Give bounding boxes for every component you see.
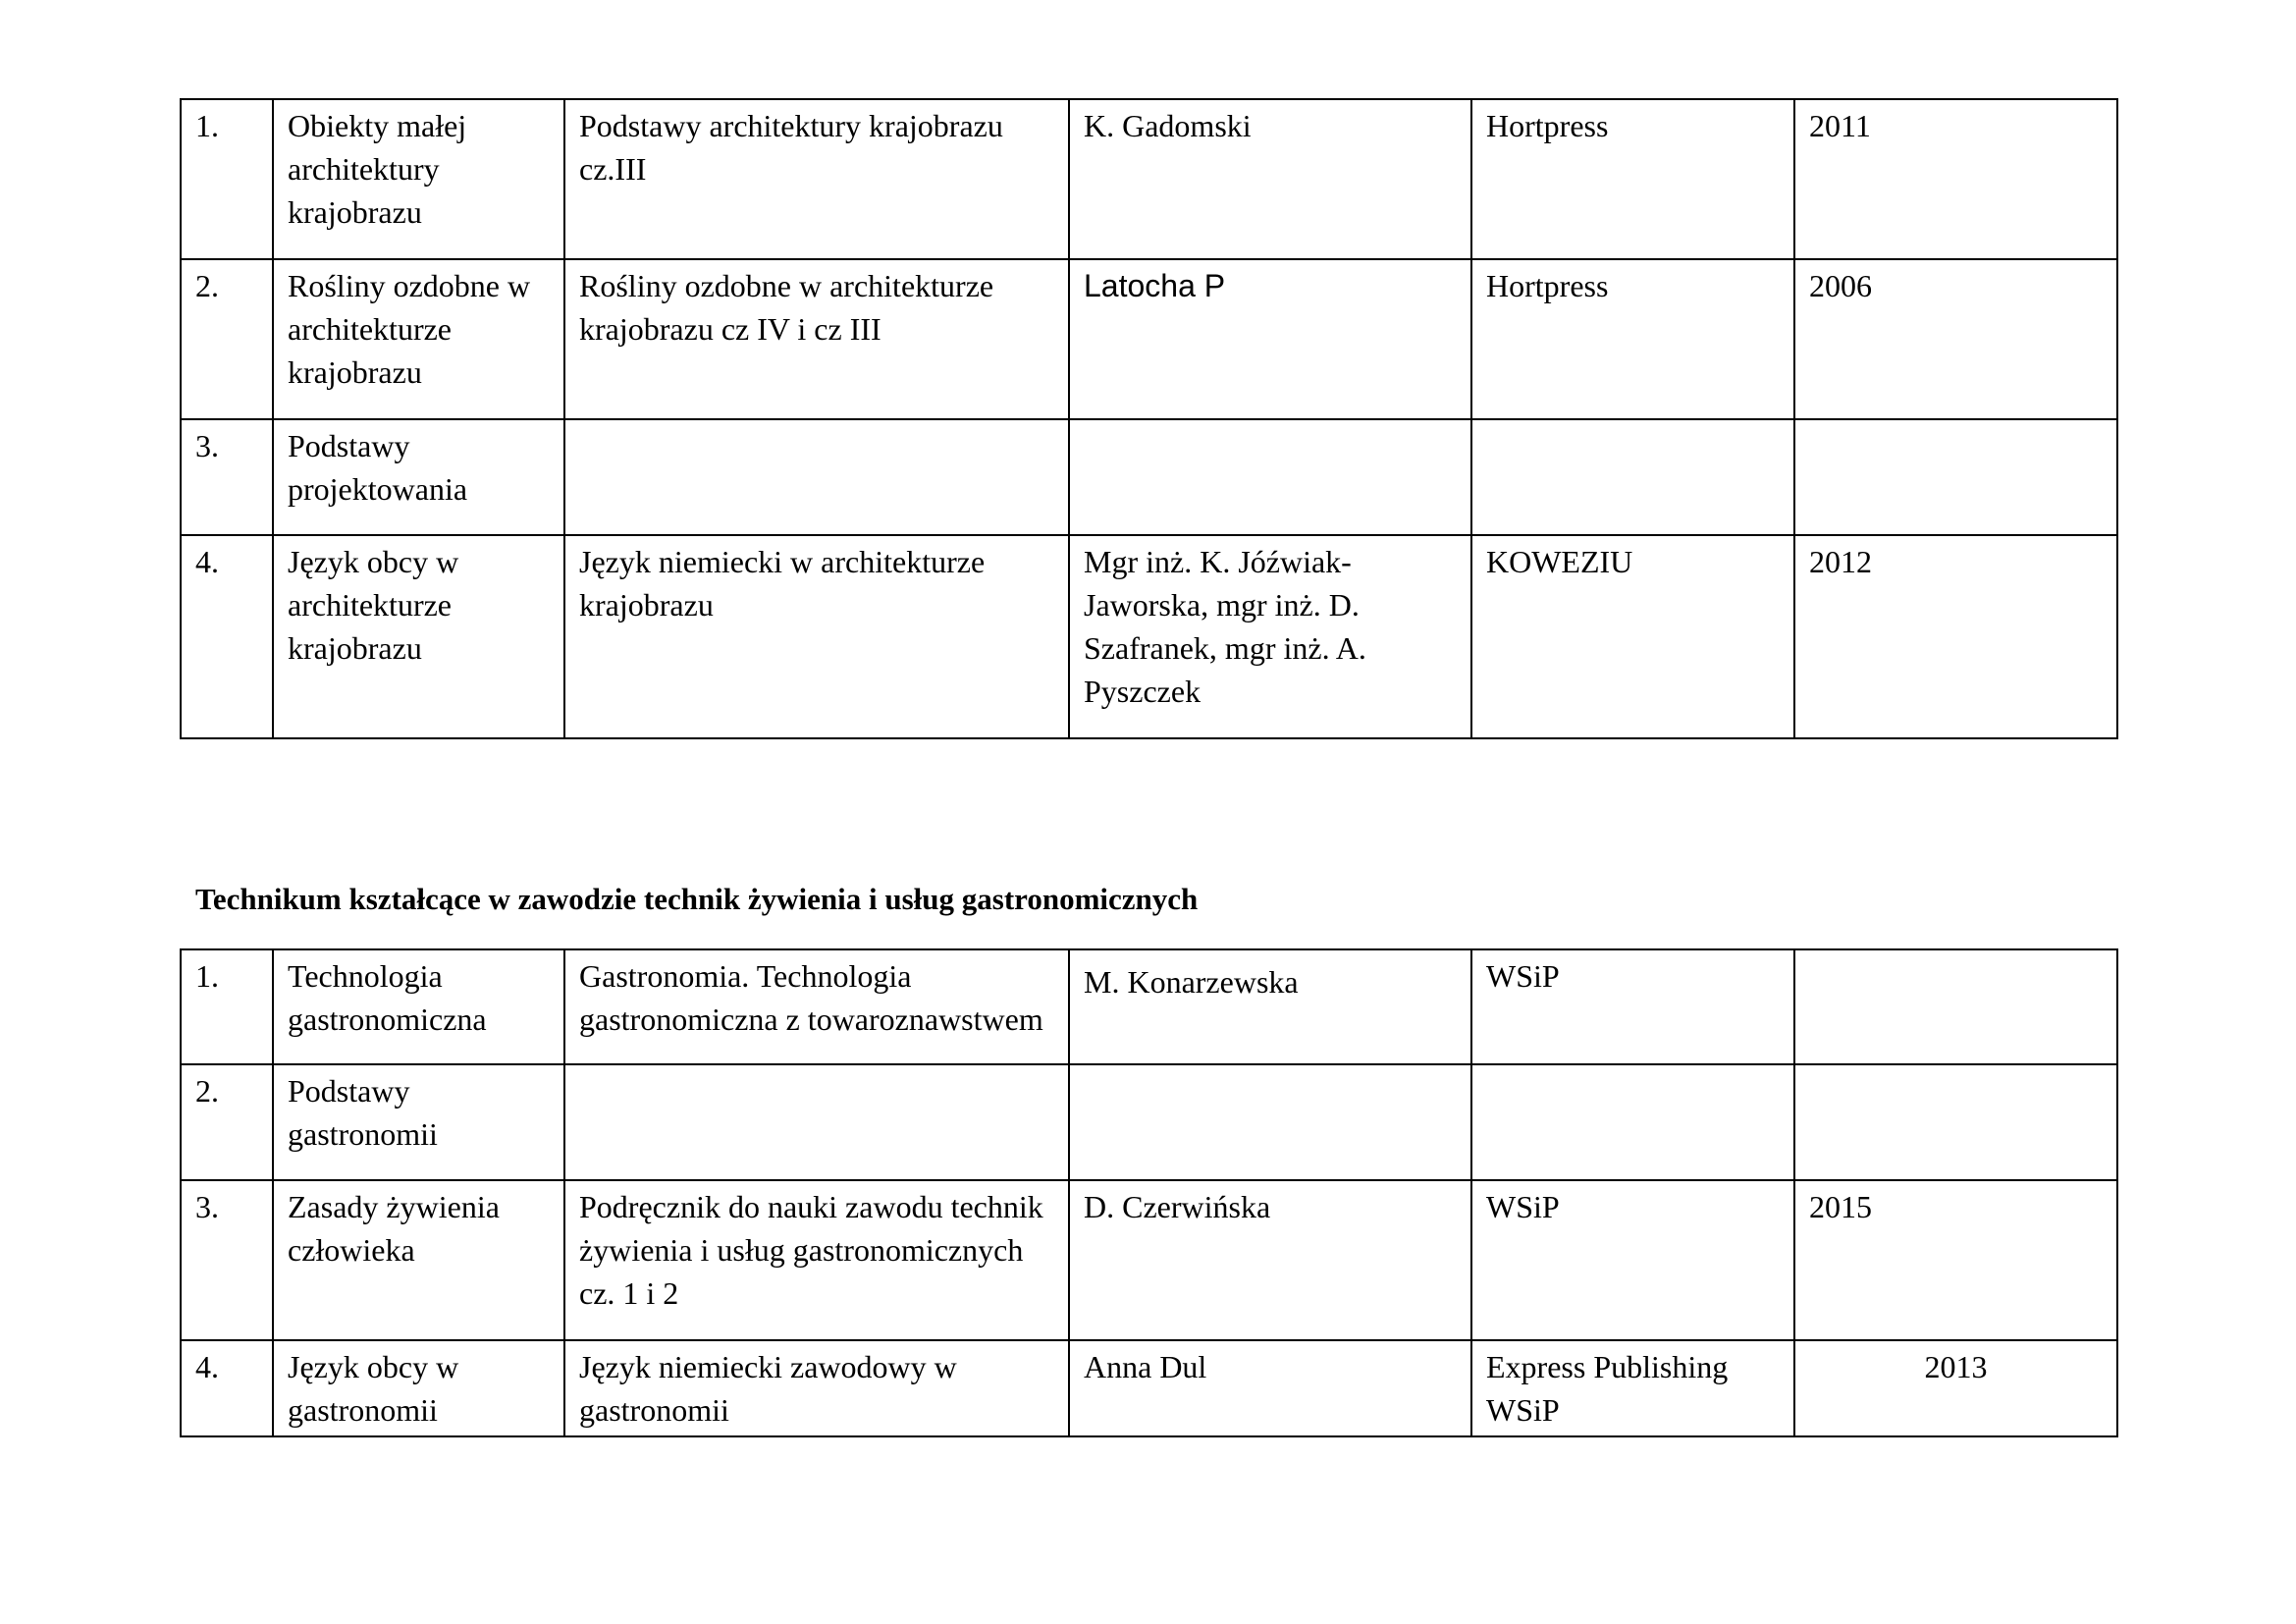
table-row: [181, 259, 2117, 419]
title-cell: [564, 419, 1069, 535]
year-cell: [1794, 419, 2117, 535]
subject-cell: Podstawy gastronomii: [273, 1064, 564, 1180]
year-cell: 2006: [1794, 259, 2117, 419]
publisher-cell: [1471, 1064, 1794, 1180]
year-cell: 2013: [1794, 1340, 2117, 1436]
subject-cell: Podstawy projektowania: [273, 419, 564, 535]
author-cell: K. Gadomski: [1069, 99, 1471, 259]
row-number: 4.: [181, 535, 273, 738]
publisher-cell: WSiP: [1471, 1180, 1794, 1340]
table-row: [181, 949, 2117, 1064]
author-cell: Anna Dul: [1069, 1340, 1471, 1436]
author-cell: M. Konarzewska: [1069, 949, 1471, 1064]
textbook-table-landscape: [180, 98, 2118, 739]
subject-cell: Zasady żywienia człowieka: [273, 1180, 564, 1340]
year-cell: [1794, 949, 2117, 1064]
row-number: 1.: [181, 949, 273, 1064]
year-cell: 2011: [1794, 99, 2117, 259]
author-cell: [1069, 1064, 1471, 1180]
publisher-cell: Hortpress: [1471, 259, 1794, 419]
table-row: [181, 99, 2117, 259]
title-cell: Podręcznik do nauki zawodu technik żywienia i usług gastronomicznych cz. 1 i 2: [564, 1180, 1069, 1340]
title-cell: Rośliny ozdobne w architekturze krajobrazu cz IV i cz III: [564, 259, 1069, 419]
title-cell: Podstawy architektury krajobrazu cz.III: [564, 99, 1069, 259]
author-cell: D. Czerwińska: [1069, 1180, 1471, 1340]
subject-cell: Język obcy w gastronomii: [273, 1340, 564, 1436]
table-row: [181, 419, 2117, 535]
author-cell: Latocha P: [1069, 259, 1471, 419]
title-cell: Język niemiecki w architekturze krajobrazu: [564, 535, 1069, 738]
row-number: 2.: [181, 259, 273, 419]
table-row: [181, 1180, 2117, 1340]
row-number: 2.: [181, 1064, 273, 1180]
publisher-cell: WSiP: [1471, 949, 1794, 1064]
row-number: 1.: [181, 99, 273, 259]
title-cell: Gastronomia. Technologia gastronomiczna z towaroznawstwem: [564, 949, 1069, 1064]
year-cell: [1794, 1064, 2117, 1180]
row-number: 4.: [181, 1340, 273, 1436]
subject-cell: Obiekty małej architektury krajobrazu: [273, 99, 564, 259]
title-cell: Język niemiecki zawodowy w gastronomii: [564, 1340, 1069, 1436]
publisher-cell: [1471, 419, 1794, 535]
row-number: 3.: [181, 1180, 273, 1340]
year-cell: 2015: [1794, 1180, 2117, 1340]
table-row: [181, 535, 2117, 738]
subject-cell: Technologia gastronomiczna: [273, 949, 564, 1064]
title-cell: [564, 1064, 1069, 1180]
publisher-cell: KOWEZIU: [1471, 535, 1794, 738]
section-heading: Technikum kształcące w zawodzie technik żywienia i usług gastronomicznych: [195, 882, 1199, 916]
textbook-table-gastronomy: [180, 948, 2118, 1437]
subject-cell: Rośliny ozdobne w architekturze krajobrazu: [273, 259, 564, 419]
row-number: 3.: [181, 419, 273, 535]
year-cell: 2012: [1794, 535, 2117, 738]
table-row: [181, 1064, 2117, 1180]
publisher-cell: Express Publishing WSiP: [1471, 1340, 1794, 1436]
subject-cell: Język obcy w architekturze krajobrazu: [273, 535, 564, 738]
publisher-cell: Hortpress: [1471, 99, 1794, 259]
author-cell: Mgr inż. K. Jóźwiak-Jaworska, mgr inż. D. Szafranek, mgr inż. A. Pyszczek: [1069, 535, 1471, 738]
author-cell: [1069, 419, 1471, 535]
table-row: [181, 1340, 2117, 1436]
